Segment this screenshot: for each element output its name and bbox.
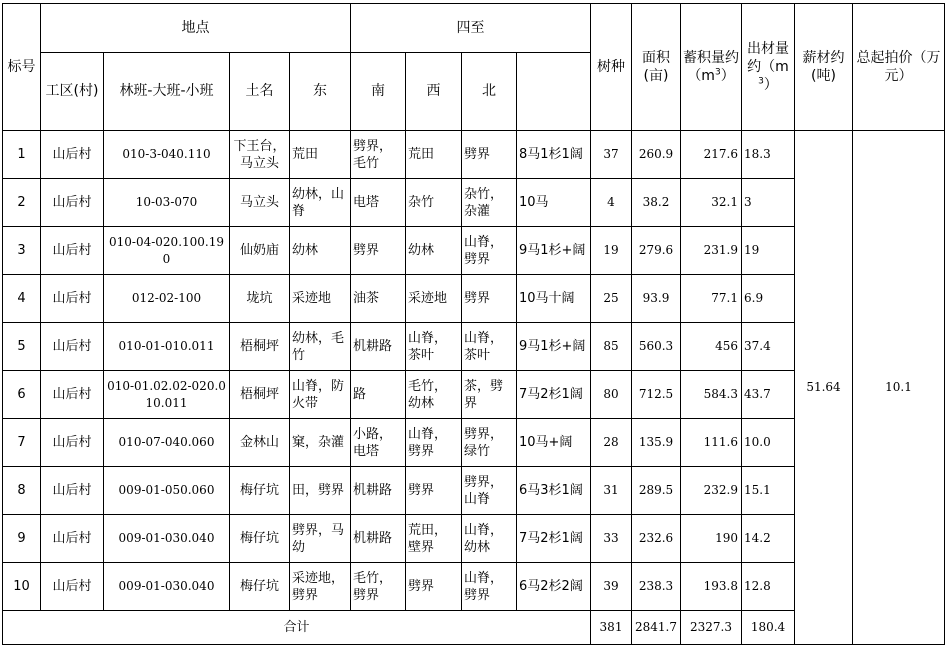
total-area: 381 (591, 611, 632, 645)
cell-stock: 560.3 (632, 323, 681, 371)
cell-fuel: 10.0 (742, 419, 795, 467)
cell-stock: 135.9 (632, 419, 681, 467)
cell-forest-class: 010-07-040.060 (104, 419, 230, 467)
cell-place-name: 梅仔坑 (230, 563, 290, 611)
cell-district: 山后村 (41, 275, 104, 323)
cell-forest-class: 010-3-040.110 (104, 131, 230, 179)
cell-east: 荒田 (290, 131, 351, 179)
cell-lot-no: 6 (3, 371, 41, 419)
cell-east: 幼林，山脊 (290, 179, 351, 227)
cell-west: 山脊，劈界 (406, 419, 462, 467)
total-fuel: 180.4 (742, 611, 795, 645)
cell-species: 10马 (517, 179, 591, 227)
cell-species: 10马十阔 (517, 275, 591, 323)
cell-forest-class: 012-02-100 (104, 275, 230, 323)
document-page (2, 3, 945, 645)
cell-district: 山后村 (41, 323, 104, 371)
cell-deposit: 10.1 (853, 131, 945, 645)
cell-west: 杂竹 (406, 179, 462, 227)
total-stock: 2841.7 (632, 611, 681, 645)
cell-stock: 238.3 (632, 563, 681, 611)
cell-species: 10马+阔 (517, 419, 591, 467)
header-district: 工区(村) (41, 52, 104, 130)
cell-west: 荒田，壁界 (406, 515, 462, 563)
cell-species: 7马2杉1阔 (517, 515, 591, 563)
cell-forest-class: 009-01-050.060 (104, 467, 230, 515)
cell-area: 39 (591, 563, 632, 611)
header-stock (681, 4, 742, 131)
timber-auction-table (2, 3, 945, 645)
cell-place-name: 垅坑 (230, 275, 290, 323)
header-place-name: 土名 (230, 52, 290, 130)
cell-output: 190 (681, 515, 742, 563)
header-start-price: 总起拍价（万元） (853, 4, 945, 131)
header-output-suffix: ） (763, 77, 778, 93)
cell-output: 217.6 (681, 131, 742, 179)
cell-output: 456 (681, 323, 742, 371)
cell-place-name: 金林山 (230, 419, 290, 467)
header-area: 面积(亩) (632, 4, 681, 131)
cell-district: 山后村 (41, 467, 104, 515)
cell-south: 机耕路 (351, 467, 406, 515)
cell-south: 电塔 (351, 179, 406, 227)
cell-north: 劈界 (462, 275, 517, 323)
cell-lot-no: 10 (3, 563, 41, 611)
cell-east: 窠，杂灌 (290, 419, 351, 467)
cell-output: 77.1 (681, 275, 742, 323)
cell-output: 193.8 (681, 563, 742, 611)
cell-fuel: 43.7 (742, 371, 795, 419)
cell-start-price: 51.64 (795, 131, 853, 645)
cell-north: 劈界，绿竹 (462, 419, 517, 467)
cell-north: 劈界 (462, 131, 517, 179)
header-output-exp: 3 (758, 76, 764, 87)
cell-place-name: 梅仔坑 (230, 515, 290, 563)
cell-district: 山后村 (41, 419, 104, 467)
cell-output: 584.3 (681, 371, 742, 419)
header-boundaries: 四至 (351, 4, 591, 53)
header-south: 南 (351, 52, 406, 130)
header-output (742, 4, 795, 131)
cell-forest-class: 010-04-020.100.190 (104, 227, 230, 275)
cell-stock: 279.6 (632, 227, 681, 275)
cell-fuel: 37.4 (742, 323, 795, 371)
cell-area: 25 (591, 275, 632, 323)
cell-forest-class: 009-01-030.040 (104, 563, 230, 611)
cell-west: 山脊，茶叶 (406, 323, 462, 371)
header-stock-text: 蓄积量约（m (683, 50, 739, 84)
total-label: 合计 (3, 611, 591, 645)
cell-district: 山后村 (41, 515, 104, 563)
cell-place-name: 梧桐坪 (230, 371, 290, 419)
cell-west: 劈界 (406, 467, 462, 515)
cell-area: 31 (591, 467, 632, 515)
cell-forest-class: 010-01-010.011 (104, 323, 230, 371)
cell-south: 路 (351, 371, 406, 419)
cell-north: 山脊，幼林 (462, 515, 517, 563)
cell-west: 采迹地 (406, 275, 462, 323)
cell-species: 6马3杉1阔 (517, 467, 591, 515)
cell-east: 采迹地，劈界 (290, 563, 351, 611)
cell-north: 山脊，劈界 (462, 227, 517, 275)
cell-west: 毛竹，幼林 (406, 371, 462, 419)
cell-west: 劈界 (406, 563, 462, 611)
cell-lot-no: 4 (3, 275, 41, 323)
cell-species: 8马1杉1阔 (517, 131, 591, 179)
cell-output: 232.9 (681, 467, 742, 515)
cell-east: 采迹地 (290, 275, 351, 323)
cell-stock: 232.6 (632, 515, 681, 563)
header-east: 东 (290, 52, 351, 130)
cell-district: 山后村 (41, 227, 104, 275)
cell-species: 9马1杉+阔 (517, 227, 591, 275)
cell-lot-no: 2 (3, 179, 41, 227)
header-stock-exp: 3 (714, 67, 721, 78)
header-row-1 (3, 4, 945, 53)
cell-lot-no: 1 (3, 131, 41, 179)
cell-area: 28 (591, 419, 632, 467)
cell-district: 山后村 (41, 179, 104, 227)
cell-south: 油茶 (351, 275, 406, 323)
cell-fuel: 6.9 (742, 275, 795, 323)
cell-south: 小路，电塔 (351, 419, 406, 467)
header-stock-suffix: ） (720, 68, 735, 84)
cell-north: 山脊，茶叶 (462, 323, 517, 371)
cell-place-name: 下王台，马立头 (230, 131, 290, 179)
cell-north: 山脊，劈界 (462, 563, 517, 611)
header-forest-class: 林班-大班-小班 (104, 52, 230, 130)
cell-south: 劈界，毛竹 (351, 131, 406, 179)
cell-fuel: 3 (742, 179, 795, 227)
cell-fuel: 19 (742, 227, 795, 275)
cell-output: 32.1 (681, 179, 742, 227)
cell-lot-no: 3 (3, 227, 41, 275)
cell-east: 劈界，马幼 (290, 515, 351, 563)
cell-area: 37 (591, 131, 632, 179)
cell-south: 机耕路 (351, 515, 406, 563)
cell-lot-no: 5 (3, 323, 41, 371)
header-fuel: 薪材约(吨) (795, 4, 853, 131)
header-north: 北 (462, 52, 517, 130)
cell-place-name: 梧桐坪 (230, 323, 290, 371)
cell-north: 茶，劈界 (462, 371, 517, 419)
header-location: 地点 (41, 4, 351, 53)
cell-place-name: 梅仔坑 (230, 467, 290, 515)
table-row (3, 131, 945, 179)
cell-lot-no: 9 (3, 515, 41, 563)
cell-forest-class: 010-01.02.02-020.010.011 (104, 371, 230, 419)
cell-south: 机耕路 (351, 323, 406, 371)
cell-fuel: 15.1 (742, 467, 795, 515)
cell-place-name: 仙奶庙 (230, 227, 290, 275)
cell-lot-no: 7 (3, 419, 41, 467)
cell-west: 幼林 (406, 227, 462, 275)
cell-area: 33 (591, 515, 632, 563)
cell-place-name: 马立头 (230, 179, 290, 227)
cell-north: 劈界，山脊 (462, 467, 517, 515)
cell-stock: 260.9 (632, 131, 681, 179)
cell-west: 荒田 (406, 131, 462, 179)
cell-fuel: 12.8 (742, 563, 795, 611)
cell-east: 幼林，毛竹 (290, 323, 351, 371)
cell-east: 山脊，防火带 (290, 371, 351, 419)
header-west: 西 (406, 52, 462, 130)
total-output: 2327.3 (681, 611, 742, 645)
cell-east: 幼林 (290, 227, 351, 275)
cell-stock: 38.2 (632, 179, 681, 227)
cell-species: 9马1杉+阔 (517, 323, 591, 371)
cell-species: 7马2杉1阔 (517, 371, 591, 419)
cell-area: 80 (591, 371, 632, 419)
cell-fuel: 14.2 (742, 515, 795, 563)
cell-district: 山后村 (41, 563, 104, 611)
cell-lot-no: 8 (3, 467, 41, 515)
cell-species: 6马2杉2阔 (517, 563, 591, 611)
cell-forest-class: 10-03-070 (104, 179, 230, 227)
cell-area: 19 (591, 227, 632, 275)
cell-district: 山后村 (41, 371, 104, 419)
cell-district: 山后村 (41, 131, 104, 179)
header-lot-no: 标号 (3, 4, 41, 131)
header-species: 树种 (591, 4, 632, 131)
cell-forest-class: 009-01-030.040 (104, 515, 230, 563)
cell-area: 85 (591, 323, 632, 371)
header-output-text: 出材量约（m (747, 41, 789, 75)
cell-south: 劈界 (351, 227, 406, 275)
cell-output: 231.9 (681, 227, 742, 275)
cell-output: 111.6 (681, 419, 742, 467)
cell-north: 杂竹，杂灌 (462, 179, 517, 227)
cell-stock: 93.9 (632, 275, 681, 323)
cell-fuel: 18.3 (742, 131, 795, 179)
cell-stock: 289.5 (632, 467, 681, 515)
cell-stock: 712.5 (632, 371, 681, 419)
cell-area: 4 (591, 179, 632, 227)
cell-east: 田，劈界 (290, 467, 351, 515)
cell-south: 毛竹，劈界 (351, 563, 406, 611)
